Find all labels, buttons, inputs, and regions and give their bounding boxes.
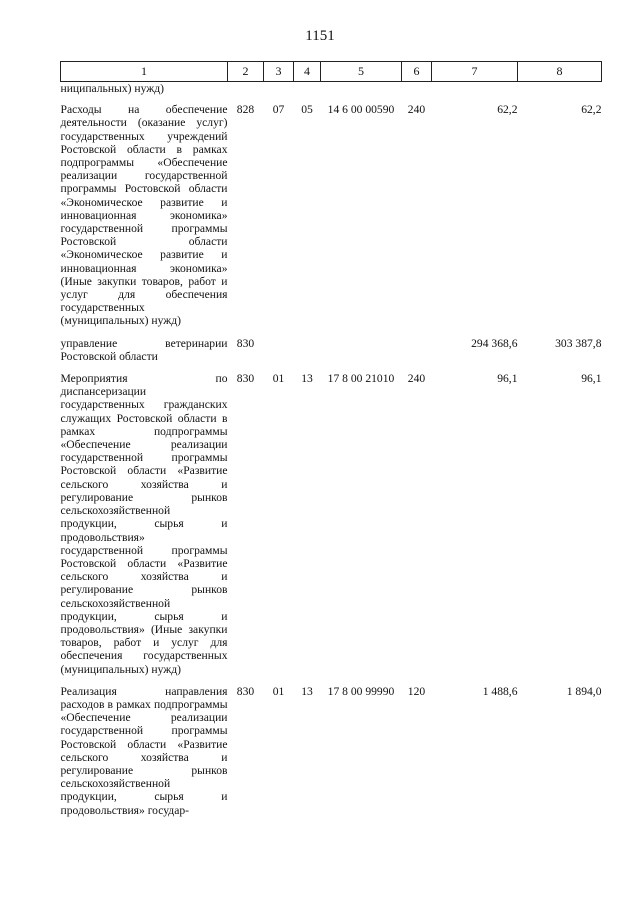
row-sum2 — [518, 82, 602, 96]
row-csr: 17 8 00 99990 — [327, 684, 395, 698]
row-vr — [402, 328, 432, 363]
row-sum1: 96,1 — [497, 372, 518, 386]
column-header-sum2: 8 — [518, 62, 602, 82]
row-sum1: 294 368,6 — [471, 336, 518, 350]
row-gr: 830 — [236, 372, 255, 386]
table-row — [61, 328, 602, 363]
header-row — [61, 62, 602, 82]
row-csr: 17 8 00 21010 — [327, 372, 395, 386]
row-vr: 240 — [407, 103, 426, 117]
row-sum2: 303 387,8 — [555, 336, 602, 350]
column-header-sum1: 7 — [432, 62, 518, 82]
row-description: управление ветеринарии Ростовской области — [60, 336, 228, 363]
table-header — [61, 62, 602, 82]
column-header-pr: 4 — [294, 62, 321, 82]
row-sum1: 62,2 — [497, 103, 518, 117]
row-sum1 — [432, 82, 518, 96]
row-sum2: 96,1 — [581, 372, 602, 386]
row-rz: 01 — [272, 372, 285, 386]
row-rz — [264, 82, 294, 96]
row-vr: 120 — [407, 684, 426, 698]
row-rz: 01 — [272, 684, 285, 698]
row-description: Мероприятия по диспансеризации государственных гражданских служащих Ростовской области в рамках подпрограммы «Обеспечение реализации государственной программы Ростовской области «Развитие сельского хозяйства и регулирование рынков сельскохозяйственной продукции, сырья и продовольствия» государственной программы Ростовской области «Развитие сельского хозяйства и регулирование рынков сельскохозяйственной продукции, сырья и продовольствия» (Иные закупки товаров, работ и услуг для обеспечения государственных (муниципальных) нужд) — [60, 372, 228, 676]
budget-table — [60, 61, 602, 817]
column-header-gr: 2 — [228, 62, 264, 82]
row-gr: 828 — [236, 103, 255, 117]
row-csr: 14 6 00 00590 — [327, 103, 395, 117]
row-sum1: 1 488,6 — [482, 684, 518, 698]
row-gr: 830 — [236, 684, 255, 698]
row-rz — [264, 328, 294, 363]
table-row — [61, 363, 602, 676]
row-sum2: 62,2 — [581, 103, 602, 117]
table-row — [61, 95, 602, 327]
row-description: ниципальных) нужд) — [60, 82, 165, 95]
column-header-description: 1 — [61, 62, 228, 82]
column-header-csr: 5 — [321, 62, 402, 82]
row-pr — [294, 328, 321, 363]
row-vr: 240 — [407, 372, 426, 386]
row-csr — [321, 328, 402, 363]
row-gr — [228, 82, 264, 96]
row-pr: 05 — [301, 103, 313, 117]
row-sum2: 1 894,0 — [566, 684, 602, 698]
row-vr — [402, 82, 432, 96]
column-header-vr: 6 — [402, 62, 432, 82]
row-csr — [321, 82, 402, 96]
row-pr: 13 — [301, 372, 313, 386]
row-rz: 07 — [272, 103, 285, 117]
row-gr: 830 — [236, 336, 255, 350]
column-header-rz: 3 — [264, 62, 294, 82]
row-description: Расходы на обеспечение деятельности (оказание услуг) государственных учреждений Ростовской области в рамках подпрограммы «Обеспечение реализации государственной программы Ростовской области «Экономическое развитие и инновационная экономика» государственной программы Ростовской области «Экономическое развитие и инновационная экономика» (Иные закупки товаров, работ и услуг для обеспечения государственных (муниципальных) нужд) — [60, 103, 228, 328]
page-number: 1151 — [305, 28, 335, 44]
row-pr: 13 — [301, 684, 313, 698]
table-row — [61, 676, 602, 817]
row-pr — [294, 82, 321, 96]
row-description: Реализация направления расходов в рамках подпрограммы «Обеспечение реализации государственной программы Ростовской области «Развитие сельского хозяйства и регулирование рынков сельскохозяйственной продукции, сырья и продовольствия» государ- — [60, 684, 228, 817]
table-row — [61, 82, 602, 96]
